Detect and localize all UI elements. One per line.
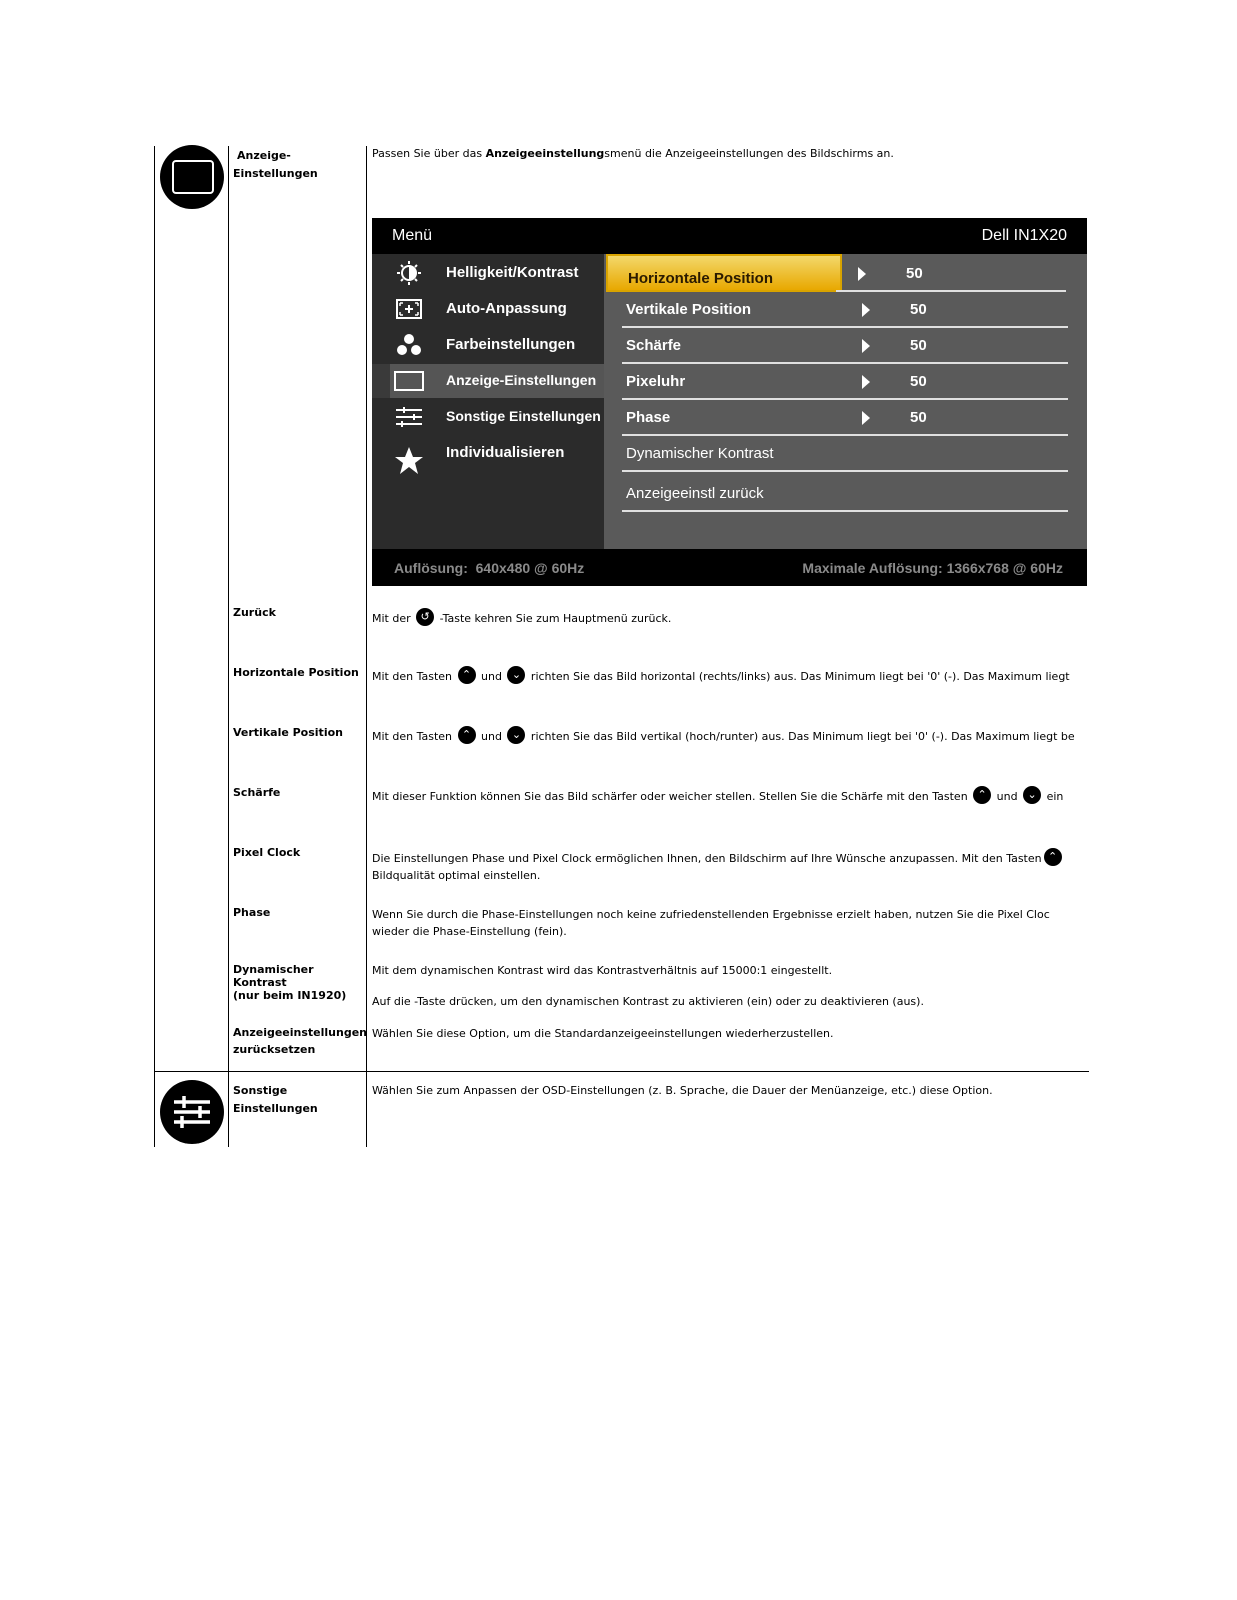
row-label-vertical-position: Vertikale Position [233, 726, 343, 739]
osd-item-phase[interactable] [622, 398, 1068, 436]
back-button-icon: ↺ [416, 608, 434, 626]
auto-adjust-icon [394, 297, 424, 321]
osd-item-label: Anzeigeeinstl zurück [626, 485, 764, 502]
down-button-icon: ⌄ [507, 726, 525, 744]
osd-nav-color[interactable] [372, 328, 604, 362]
osd-nav-label: Anzeige-Einstellungen [446, 372, 597, 388]
row-label-pixel-clock: Pixel Clock [233, 846, 301, 859]
row-label-phase: Phase [233, 906, 271, 919]
osd-nav-label: Auto-Anpassung [446, 300, 567, 317]
osd-item-value: 50 [910, 373, 927, 390]
row-label-back: Zurück [233, 606, 276, 619]
osd-item-value: 50 [910, 301, 927, 318]
osd-nav-label: Farbeinstellungen [446, 336, 576, 353]
osd-resolution: Auflösung: 640x480 @ 60Hz [394, 560, 585, 576]
osd-nav-label: Helligkeit/Kontrast [446, 264, 579, 281]
osd-nav-display[interactable] [372, 364, 604, 398]
osd-item-horizontal-position[interactable] [606, 254, 842, 292]
star-icon [394, 446, 424, 476]
arrow-right-icon [862, 411, 870, 425]
table-row-divider [154, 1071, 1089, 1072]
brightness-icon [394, 261, 424, 285]
osd-item-display-reset[interactable] [622, 470, 1068, 512]
osd-item-value: 50 [906, 265, 923, 282]
down-button-icon: ⌄ [507, 666, 525, 684]
row-text-pixel-clock: Die Einstellungen Phase und Pixel Clock ermöglichen Ihnen, den Bildschirm auf Ihre Wünsche anzupassen. Mit den Tasten ⌃ Bildqualität optimal einstellen. [372, 848, 1089, 884]
osd-title: Menü [392, 227, 433, 244]
table-border-icon-col [228, 146, 229, 1147]
osd-max-resolution: Maximale Auflösung: 1366x768 @ 60Hz [802, 560, 1063, 576]
row-text-vertical-position: Mit den Tasten ⌃ und ⌄ richten Sie das Bild vertikal (hoch/runter) aus. Das Minimum liegt bei '0' (-). Das Maximum liegt be [372, 728, 1075, 743]
row-text-display-reset: Wählen Sie diese Option, um die Standardanzeigeeinstellungen wiederherzustellen. [372, 1027, 834, 1040]
osd-submenu [604, 254, 1087, 549]
osd-item-value: 50 [910, 337, 927, 354]
osd-item-label: Vertikale Position [626, 301, 752, 318]
sliders-icon [160, 1080, 224, 1144]
osd-nav [372, 254, 604, 549]
row-text-back: Mit der ↺ -Taste kehren Sie zum Hauptmenü zurück. [372, 610, 672, 625]
osd-nav-label: Individualisieren [446, 444, 565, 461]
other-settings-text: Wählen Sie zum Anpassen der OSD-Einstellungen (z. B. Sprache, die Dauer der Menüanzeige, etc.) diese Option. [372, 1084, 993, 1097]
osd-item-vertical-position[interactable] [622, 290, 1068, 328]
display-settings-label: Anzeige- Einstellungen [233, 149, 318, 180]
display-icon [394, 369, 424, 393]
up-button-icon: ⌃ [973, 786, 991, 804]
osd-item-label: Pixeluhr [626, 373, 686, 390]
arrow-right-icon [862, 303, 870, 317]
osd-item-label: Phase [626, 409, 671, 426]
osd-nav-brightness[interactable] [372, 256, 604, 290]
up-button-icon: ⌃ [1044, 848, 1062, 866]
osd-item-value: 50 [910, 409, 927, 426]
other-settings-label: Sonstige Einstellungen [233, 1084, 318, 1115]
arrow-right-icon [862, 375, 870, 389]
osd-menu [372, 218, 1087, 586]
row-text-sharpness: Mit dieser Funktion können Sie das Bild schärfer oder weicher stellen. Stellen Sie die Schärfe mit den Tasten ⌃ und ⌄ ein [372, 788, 1064, 803]
row-label-horizontal-position: Horizontale Position [233, 666, 359, 679]
osd-item-pixel-clock[interactable] [622, 362, 1068, 400]
down-button-icon: ⌄ [1023, 786, 1041, 804]
osd-nav-other[interactable] [372, 400, 604, 434]
osd-header [372, 218, 1087, 254]
table-border-left [154, 146, 155, 1147]
arrow-right-icon [862, 339, 870, 353]
osd-nav-auto-adjust[interactable] [372, 292, 604, 326]
osd-item-label: Schärfe [626, 337, 682, 354]
display-settings-icon [160, 145, 224, 209]
row-label-sharpness: Schärfe [233, 786, 281, 799]
osd-item-label: Dynamischer Kontrast [626, 445, 774, 462]
color-icon [394, 333, 424, 357]
table-border-label-col [366, 146, 367, 1147]
osd-nav-personalize[interactable] [372, 436, 604, 470]
up-button-icon: ⌃ [458, 666, 476, 684]
arrow-right-icon [858, 267, 866, 281]
other-settings-icon [160, 1080, 224, 1144]
osd-item-dynamic-contrast[interactable] [622, 434, 1068, 472]
osd-item-sharpness[interactable] [622, 326, 1068, 364]
osd-model: Dell IN1X20 [981, 227, 1067, 244]
row-text-phase: Wenn Sie durch die Phase-Einstellungen noch keine zufriedenstellenden Ergebnisse erzielt haben, nutzen Sie die Pixel Cloc wieder die Phase-Einstellung (fein). [372, 908, 1050, 938]
up-button-icon: ⌃ [458, 726, 476, 744]
row-label-dynamic-contrast: Dynamischer Kontrast (nur beim IN1920) [233, 963, 347, 1002]
osd-item-horizontal-position-row [836, 254, 1066, 292]
row-text-dynamic-contrast: Mit dem dynamischen Kontrast wird das Kontrastverhältnis auf 15000:1 eingestellt. Auf die -Taste drücken, um den dynamischen Kontrast zu aktivieren (ein) oder zu deaktivieren (aus). [372, 964, 924, 1008]
osd-footer [372, 549, 1087, 586]
osd-nav-label: Sonstige Einstellungen [446, 408, 601, 424]
row-label-display-reset: Anzeigeeinstellungen zurücksetzen [233, 1026, 368, 1056]
display-settings-intro: Passen Sie über das Anzeigeeinstellungsmenü die Anzeigeeinstellungen des Bildschirms an. [372, 147, 894, 160]
row-text-horizontal-position: Mit den Tasten ⌃ und ⌄ richten Sie das Bild horizontal (rechts/links) aus. Das Minimum liegt bei '0' (-). Das Maximum liegt [372, 668, 1070, 683]
osd-item-label: Horizontale Position [628, 270, 774, 287]
sliders-icon [394, 405, 424, 429]
